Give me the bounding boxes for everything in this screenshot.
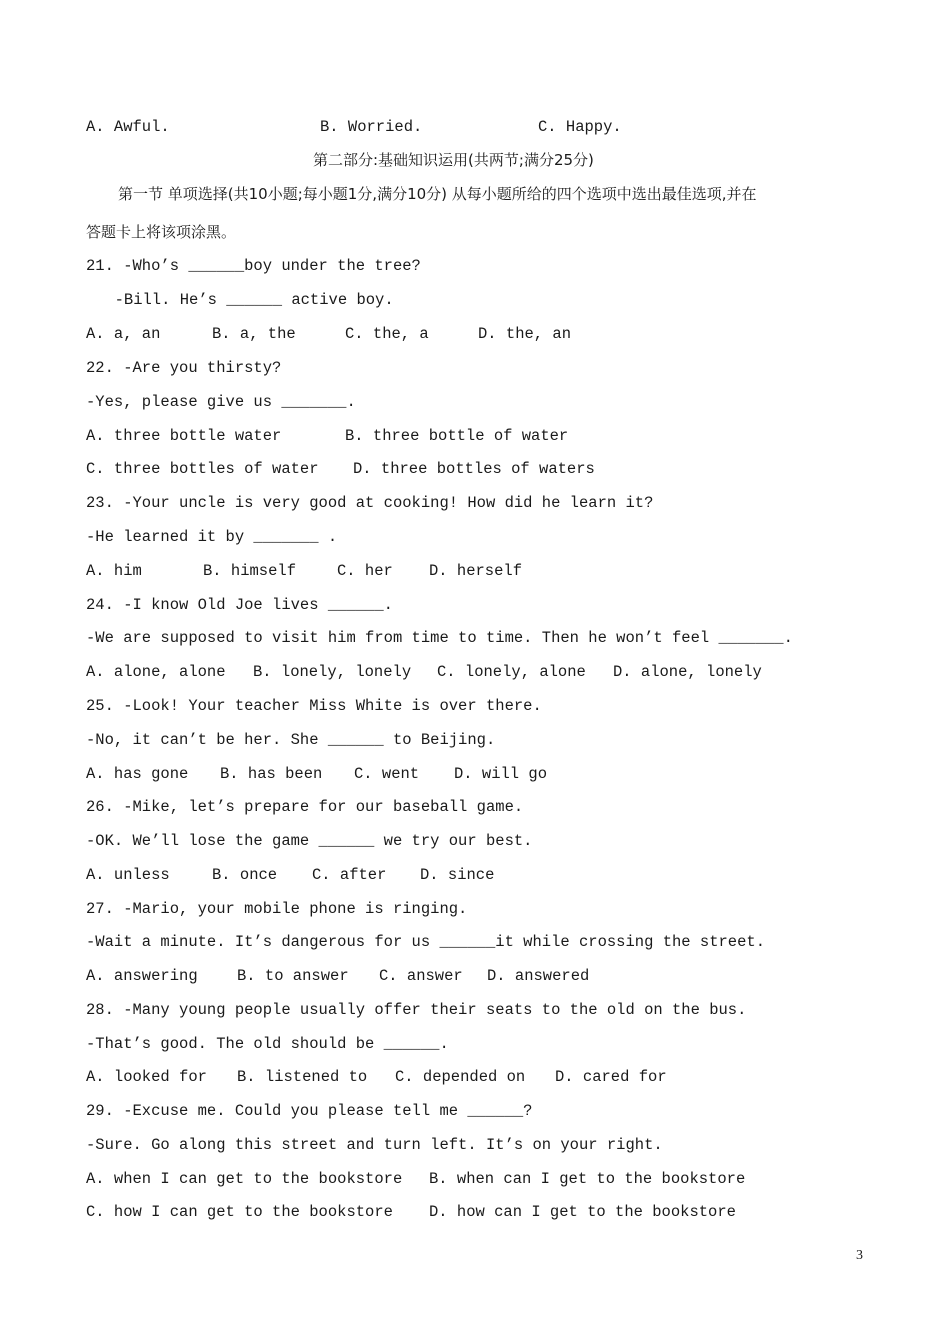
question-22-line2: -Yes, please give us _______.: [86, 393, 356, 411]
question-24-line1: 24. -I know Old Joe lives ______.: [86, 596, 393, 614]
question-23-option-b: B. himself: [203, 562, 297, 580]
question-28-option-c: C. depended on: [395, 1068, 526, 1086]
question-24-option-d: D. alone, lonely: [613, 663, 762, 681]
question-29-option-d: D. how can I get to the bookstore: [429, 1203, 736, 1221]
question-27-option-c: C. answer: [379, 967, 463, 985]
question-23-option-a: A. him: [86, 562, 142, 580]
question-27-option-b: B. to answer: [237, 967, 349, 985]
question-21-option-d: D. the, an: [478, 325, 572, 343]
question-21-line1: 21. -Who’s ______boy under the tree?: [86, 257, 421, 275]
question-28-option-d: D. cared for: [555, 1068, 667, 1086]
question-24-line2: -We are supposed to visit him from time to time. Then he won’t feel _______.: [86, 629, 793, 647]
question-26-option-d: D. since: [420, 866, 495, 884]
prev-option-a: A. Awful.: [86, 118, 170, 136]
question-29-option-a: A. when I can get to the bookstore: [86, 1170, 403, 1188]
question-28-option-b: B. listened to: [237, 1068, 368, 1086]
section-intro-line1: 第一节 单项选择(共10小题;每小题1分,满分10分) 从每小题所给的四个选项中选出最佳选项,并在: [118, 185, 757, 203]
question-25-option-c: C. went: [354, 765, 420, 783]
question-29-line1: 29. -Excuse me. Could you please tell me ______?: [86, 1102, 533, 1120]
question-23-line2: -He learned it by _______ .: [86, 528, 338, 546]
question-22-option-c: C. three bottles of water: [86, 460, 319, 478]
question-29-line2: -Sure. Go along this street and turn left. It’s on your right.: [86, 1136, 663, 1154]
question-22-option-a: A. three bottle water: [86, 427, 282, 445]
question-21-option-c: C. the, a: [345, 325, 429, 343]
question-21-line2: -Bill. He’s ______ active boy.: [96, 291, 394, 309]
question-26-line2: -OK. We’ll lose the game ______ we try our best.: [86, 832, 533, 850]
question-23-option-d: D. herself: [429, 562, 523, 580]
question-24-option-a: A. alone, alone: [86, 663, 226, 681]
question-27-line2: -Wait a minute. It’s dangerous for us ______it while crossing the street.: [86, 933, 766, 951]
part-title: 第二部分:基础知识运用(共两节;满分25分): [313, 151, 594, 169]
question-22-option-b: B. three bottle of water: [345, 427, 569, 445]
question-27-option-d: D. answered: [487, 967, 590, 985]
section-intro-line2: 答题卡上将该项涂黑。: [86, 223, 237, 241]
question-24-option-b: B. lonely, lonely: [253, 663, 412, 681]
question-24-option-c: C. lonely, alone: [437, 663, 586, 681]
question-25-option-d: D. will go: [454, 765, 548, 783]
question-22-option-d: D. three bottles of waters: [353, 460, 595, 478]
question-27-line1: 27. -Mario, your mobile phone is ringing.: [86, 900, 468, 918]
page-number: 3: [856, 1248, 863, 1263]
question-27-option-a: A. answering: [86, 967, 198, 985]
question-28-line1: 28. -Many young people usually offer their seats to the old on the bus.: [86, 1001, 747, 1019]
question-25-line2: -No, it can’t be her. She ______ to Beijing.: [86, 731, 496, 749]
question-22-line1: 22. -Are you thirsty?: [86, 359, 282, 377]
question-26-option-c: C. after: [312, 866, 387, 884]
prev-option-c: C. Happy.: [538, 118, 622, 136]
question-29-option-c: C. how I can get to the bookstore: [86, 1203, 393, 1221]
question-26-option-b: B. once: [212, 866, 278, 884]
question-21-option-a: A. a, an: [86, 325, 161, 343]
question-28-option-a: A. looked for: [86, 1068, 207, 1086]
question-25-option-a: A. has gone: [86, 765, 189, 783]
question-23-line1: 23. -Your uncle is very good at cooking! How did he learn it?: [86, 494, 654, 512]
question-28-line2: -That’s good. The old should be ______.: [86, 1035, 449, 1053]
question-21-option-b: B. a, the: [212, 325, 296, 343]
question-26-option-a: A. unless: [86, 866, 170, 884]
prev-option-b: B. Worried.: [320, 118, 423, 136]
question-25-option-b: B. has been: [220, 765, 323, 783]
question-25-line1: 25. -Look! Your teacher Miss White is over there.: [86, 697, 542, 715]
question-26-line1: 26. -Mike, let’s prepare for our baseball game.: [86, 798, 524, 816]
question-23-option-c: C. her: [337, 562, 393, 580]
question-29-option-b: B. when can I get to the bookstore: [429, 1170, 746, 1188]
